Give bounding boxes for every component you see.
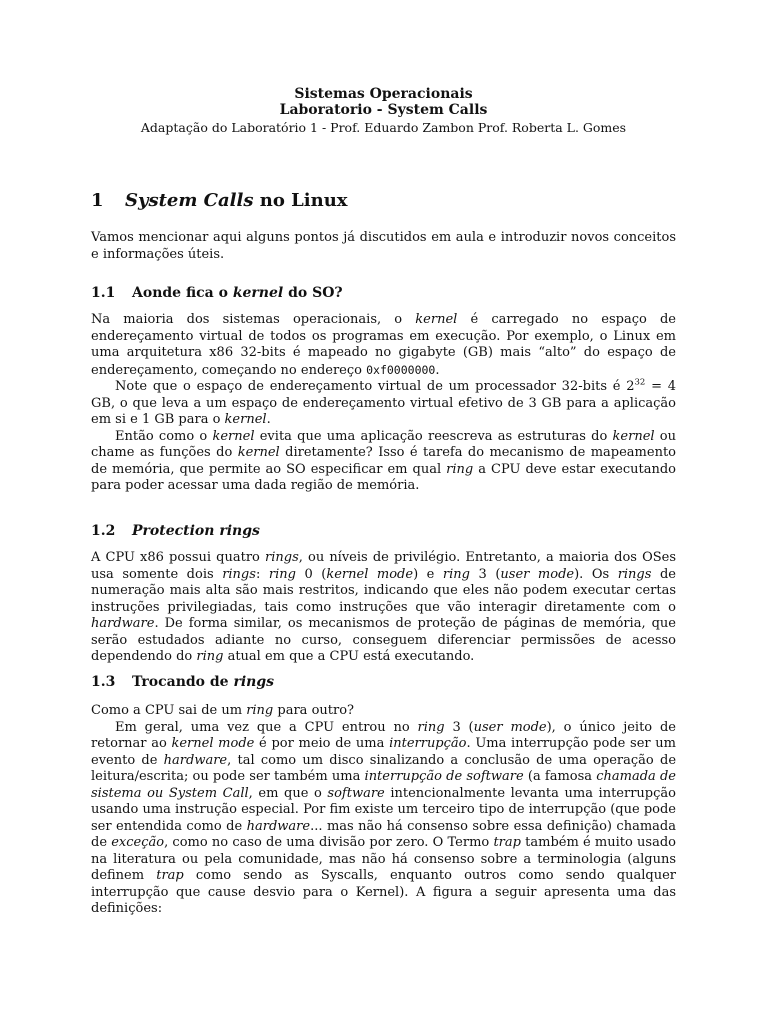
paragraph <box>91 703 676 720</box>
emphasis: ring <box>446 461 474 477</box>
authors-line: Adaptação do Laboratório 1 - Prof. Eduardo Zambon Prof. Roberta L. Gomes <box>140 120 627 135</box>
heading-text: Aonde fica o <box>132 285 233 301</box>
section-title-emphasis: System Calls <box>125 190 254 211</box>
heading-emphasis: Protection rings <box>132 523 260 539</box>
emphasis: exceção <box>111 835 165 850</box>
text: ). Os <box>574 566 618 582</box>
emphasis: interrupção <box>389 736 467 751</box>
emphasis: hardware <box>163 752 228 768</box>
emphasis: kernel <box>237 445 280 460</box>
emphasis: rings <box>265 550 299 565</box>
section-1-heading <box>91 190 676 212</box>
text: ... mas não há consenso sobre essa definição) chamada de <box>91 818 676 850</box>
text: , ou níveis de privilégio. Entretanto, a maioria dos OSes usa somente dois <box>91 550 676 582</box>
text: . Uma interrupção pode ser um evento de <box>91 736 677 768</box>
text: , em que o <box>248 785 328 801</box>
subsection-1-3-body <box>91 703 676 918</box>
document-header <box>91 86 676 136</box>
text: 3 ( <box>470 566 501 582</box>
text: : <box>255 566 269 582</box>
emphasis: kernel <box>415 312 458 327</box>
emphasis: ring <box>246 703 274 718</box>
text: Como a CPU sai de um <box>91 703 247 718</box>
emphasis: rings <box>617 566 652 582</box>
emphasis: user mode <box>473 719 547 735</box>
emphasis: interrupção de software <box>364 769 524 784</box>
emphasis: kernel <box>212 428 255 444</box>
paragraph <box>91 720 676 918</box>
subsection-number: 1.3 <box>91 674 116 690</box>
emphasis: trap <box>156 868 184 883</box>
text: . <box>266 412 271 427</box>
section-1-intro <box>91 230 676 263</box>
emphasis: kernel <box>224 412 267 427</box>
text: diretamente? Isso é tarefa do mecanismo de mapeamento de memória, que permite ao SO especificar em qual <box>91 445 676 477</box>
text: , como no caso de uma divisão por zero. O Termo <box>164 835 494 850</box>
paragraph <box>91 379 676 429</box>
subsection-1-1-heading <box>91 284 676 302</box>
emphasis: ring <box>417 719 445 735</box>
intro-paragraph: Vamos mencionar aqui alguns pontos já discutidos em aula e introduzir novos conceitos e informações úteis. <box>91 230 676 262</box>
subsection-number: 1.2 <box>91 523 116 539</box>
text: = 4 GB, o que leva a um espaço de endereçamento virtual efetivo de 3 GB para a aplicação em si e 1 GB para o <box>91 379 676 427</box>
text: é carregado no espaço de endereçamento virtual de todos os programas em execução. Por exemplo, o Linux em uma arquitetura x86 32-bits é mapeado no gigabyte (GB) mais “alto” do espaço de endereçamento, começando no endereço <box>91 312 676 378</box>
subsection-1-2-body <box>91 550 676 666</box>
address-code: 0xf0000000 <box>366 362 436 377</box>
exponent: 32 <box>634 377 646 388</box>
paragraph <box>91 429 676 495</box>
text: como sendo as Syscalls, enquanto outros como sendo qualquer interrupção que cause desvio para o Kernel). A figura a seguir apresenta uma das definições: <box>91 868 676 916</box>
text: para outro? <box>273 703 355 718</box>
text: também é muito usado na literatura ou pela comunidade, mas não há consenso sobre a terminologia (alguns definem <box>91 835 676 883</box>
text: atual em que a CPU está executando. <box>223 649 475 664</box>
text: . De forma similar, os mecanismos de proteção de páginas de memória, que serão estudados adiante no curso, conseguem diferenciar permissões de acesso dependendo do <box>91 616 676 664</box>
heading-emphasis: kernel <box>232 285 284 301</box>
text: ) e <box>413 566 443 582</box>
emphasis: trap <box>493 835 521 850</box>
heading-text: do SO? <box>283 285 343 301</box>
text: Note que o espaço de endereçamento virtual de um processador 32-bits é 2 <box>115 379 635 394</box>
paragraph <box>91 312 676 379</box>
subsection-1-2-heading <box>91 522 676 540</box>
emphasis: hardware <box>246 818 311 834</box>
emphasis: ring <box>442 566 470 582</box>
text: . <box>435 362 440 378</box>
text: 0 ( <box>295 566 327 582</box>
emphasis: rings <box>222 566 256 582</box>
text: é por meio de uma <box>254 736 390 751</box>
text: intencionalmente levanta uma interrupção usando uma instrução especial. Por fim existe um terceiro tipo de interrupção (que pode ser entendida como de <box>91 785 676 834</box>
heading-emphasis: rings <box>233 674 275 690</box>
heading-text: Trocando de <box>132 674 234 690</box>
section-title-rest: no Linux <box>253 190 348 211</box>
subsection-number: 1.1 <box>91 285 116 301</box>
text: (a famosa <box>523 769 597 784</box>
emphasis: ring <box>196 649 224 664</box>
text: de numeração mais alta são mais restritos, indicando que eles não podem executar certas instruções privilegiadas, tais como instruções que vão interagir diretamente com o <box>91 566 676 615</box>
emphasis: kernel <box>612 428 655 444</box>
emphasis: hardware <box>91 616 155 631</box>
subsection-1-3-heading <box>91 673 676 691</box>
section-number: 1 <box>91 190 104 211</box>
text: ), o único jeito de retornar ao <box>91 719 676 751</box>
text: A CPU x86 possui quatro <box>91 550 265 565</box>
subsection-1-1-body <box>91 312 676 495</box>
text: Então como o <box>115 428 213 444</box>
text: Em geral, uma vez que a CPU entrou no <box>115 719 418 735</box>
emphasis: software <box>327 785 385 801</box>
emphasis: chamada de sistema ou System Call <box>91 769 676 801</box>
text: a CPU deve estar executando para poder acessar uma dada região de memória. <box>91 461 677 493</box>
paragraph <box>91 550 676 666</box>
emphasis: user mode <box>500 566 575 582</box>
text: , tal como um disco sinalizando a conclusão de uma operação de leitura/escrita; ou pode ser também uma <box>91 752 677 784</box>
text: evita que uma aplicação reescreva as estruturas do <box>254 428 613 444</box>
text: ou chame as funções do <box>91 428 676 460</box>
text: Na maioria dos sistemas operacionais, o <box>91 312 416 327</box>
emphasis: kernel mode <box>326 566 414 582</box>
text: 3 ( <box>444 719 474 735</box>
lab-title: Laboratorio - System Calls <box>279 102 488 118</box>
emphasis: kernel mode <box>171 736 255 751</box>
emphasis: ring <box>268 566 296 582</box>
course-title: Sistemas Operacionais <box>294 86 473 102</box>
